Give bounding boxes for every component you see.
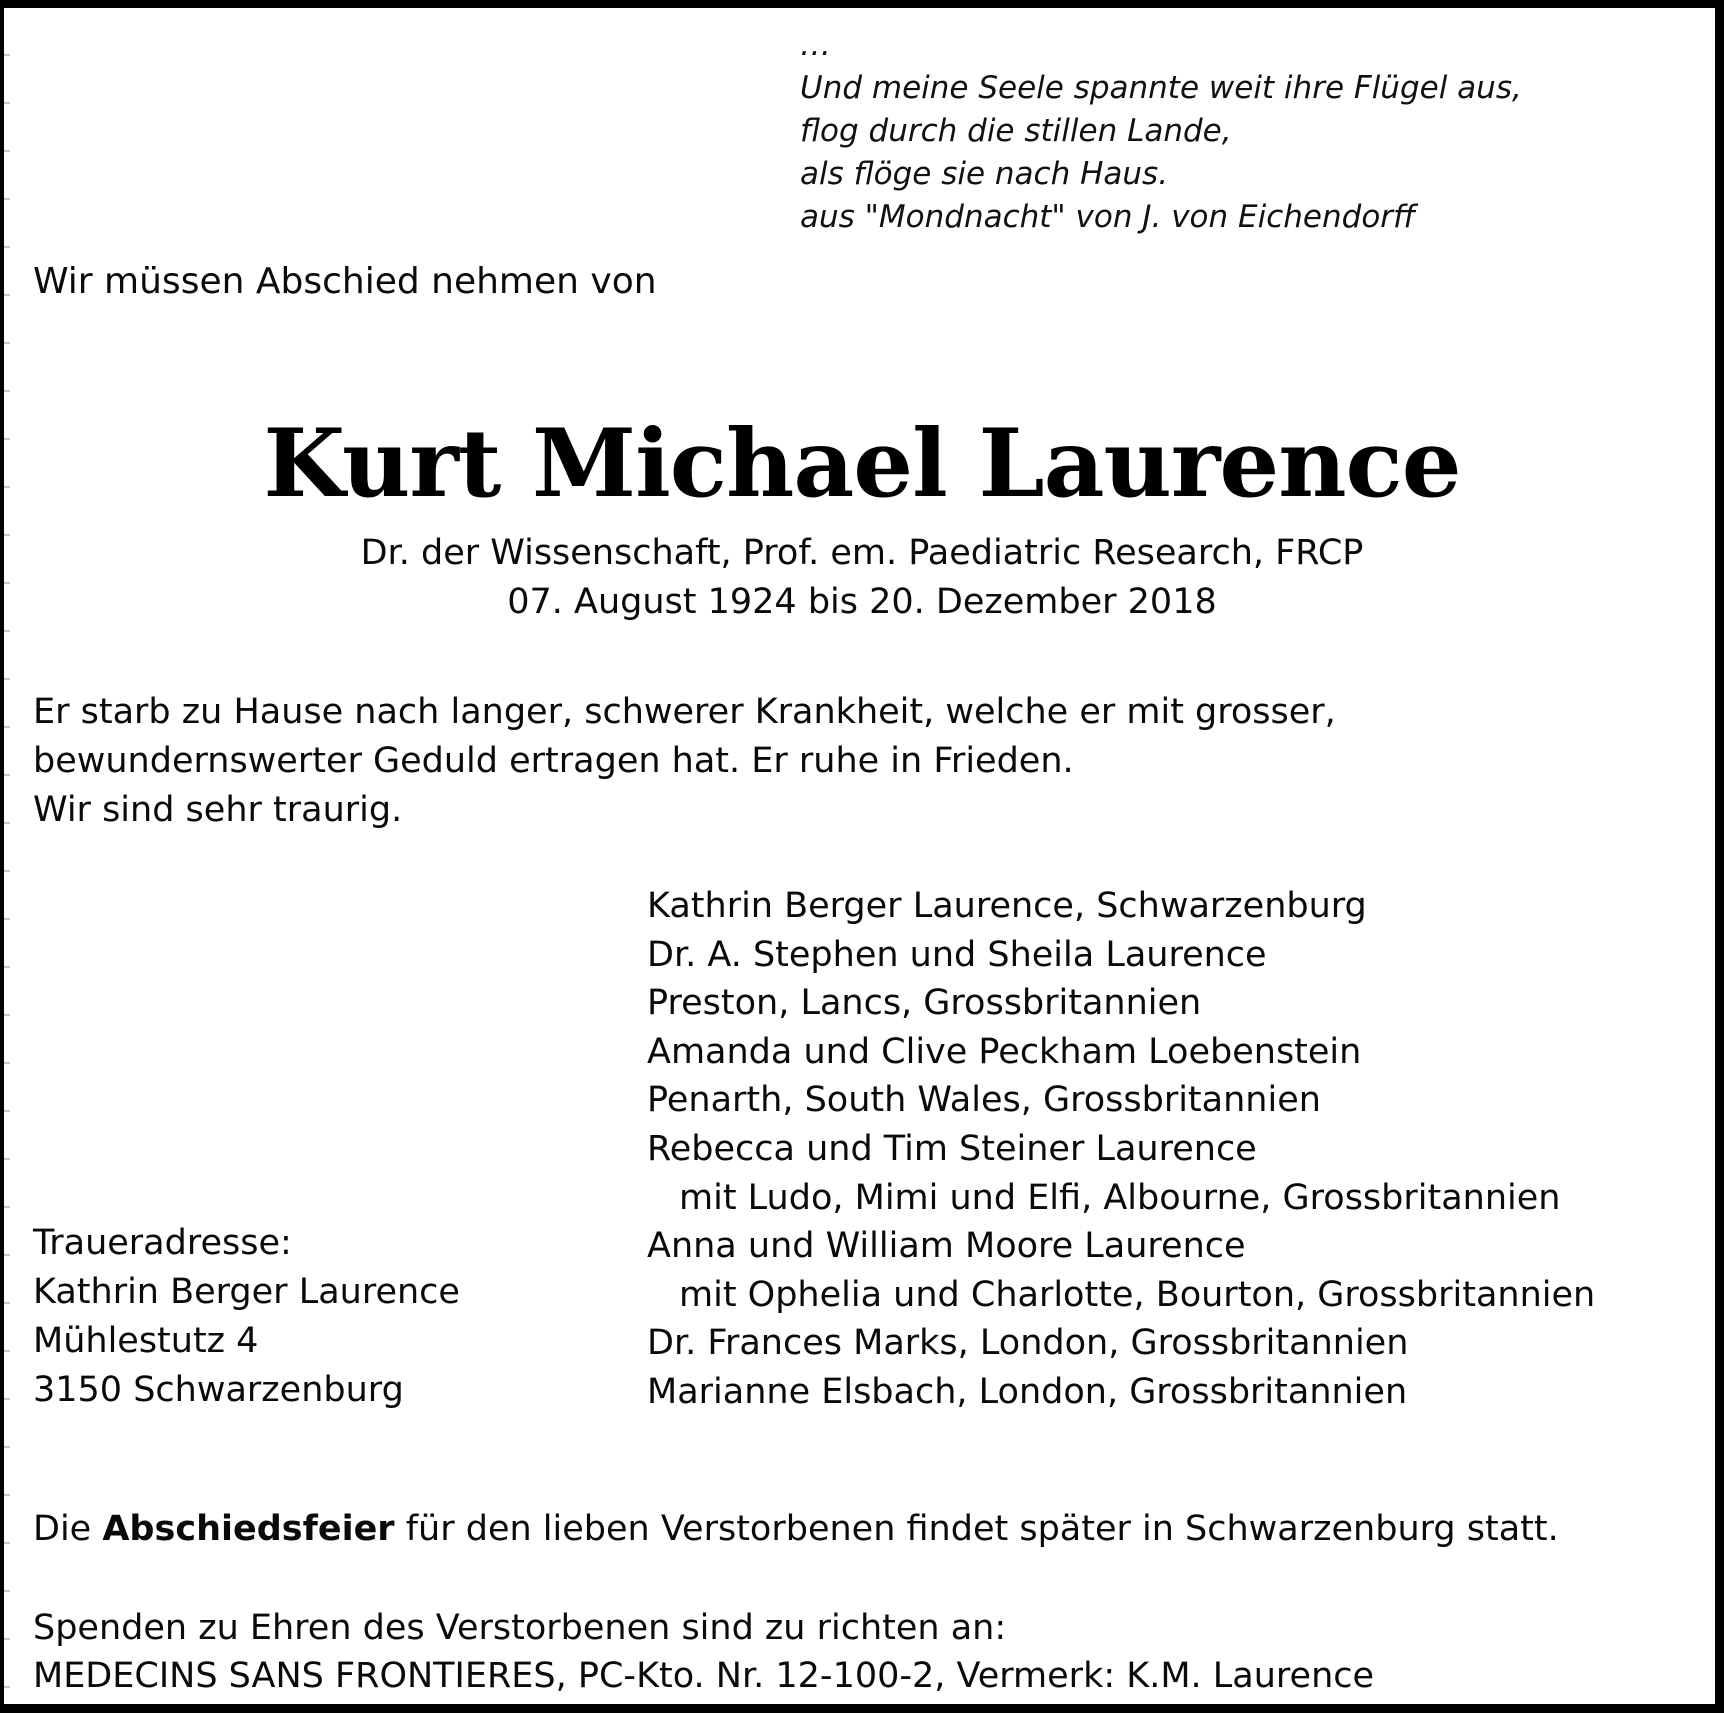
- deceased-title: Dr. der Wissenschaft, Prof. em. Paediatric Research, FRCP: [360, 533, 1364, 573]
- mourner-line: Penarth, South Wales, Grossbritannien: [647, 1080, 1321, 1121]
- mourner-line: mit Ophelia und Charlotte, Bourton, Grossbritannien: [679, 1274, 1596, 1315]
- deceased-details: [0, 529, 1724, 627]
- poem-ellipsis: …: [800, 27, 831, 63]
- address-street: Mühlestutz 4: [33, 1321, 259, 1361]
- message-paragraph: [33, 688, 1336, 835]
- poem-line: als flöge sie nach Haus.: [800, 156, 1169, 192]
- mourner-line: Dr. A. Stephen und Sheila Laurence: [647, 934, 1267, 975]
- ceremony-notice: [33, 1505, 1559, 1554]
- mourning-address: [33, 1219, 460, 1415]
- message-line: Wir sind sehr traurig.: [33, 790, 403, 830]
- mourner-line: Rebecca und Tim Steiner Laurence: [647, 1128, 1257, 1169]
- deceased-name: Kurt Michael Laurence: [263, 409, 1461, 519]
- mourner-line: Amanda und Clive Peckham Loebenstein: [647, 1031, 1362, 1072]
- message-line: bewundernswerter Geduld ertragen hat. Er ruhe in Frieden.: [33, 741, 1074, 781]
- ceremony-suffix: für den lieben Verstorbenen findet später in Schwarzenburg statt.: [394, 1509, 1559, 1549]
- address-name: Kathrin Berger Laurence: [33, 1272, 460, 1312]
- mourner-line: Anna und William Moore Laurence: [647, 1226, 1246, 1267]
- address-city: 3150 Schwarzenburg: [33, 1370, 404, 1410]
- mourner-line: Kathrin Berger Laurence, Schwarzenburg: [647, 886, 1367, 926]
- poem-line: Und meine Seele spannte weit ihre Flügel aus,: [800, 70, 1522, 106]
- mourners-list: [647, 882, 1595, 1417]
- intro-text: Wir müssen Abschied nehmen von: [33, 261, 657, 302]
- mourner-line: Preston, Lancs, Grossbritannien: [647, 983, 1202, 1024]
- donations-notice: [33, 1604, 1374, 1700]
- poem-line: flog durch die stillen Lande,: [800, 113, 1232, 149]
- mourner-line: mit Ludo, Mimi und Elfi, Albourne, Grossbritannien: [679, 1177, 1561, 1218]
- ceremony-emphasis: Abschiedsfeier: [102, 1509, 395, 1549]
- poem-source: aus "Mondnacht" von J. von Eichendorff: [800, 199, 1416, 235]
- ceremony-prefix: Die: [33, 1509, 103, 1549]
- poem-quote: [800, 24, 1522, 239]
- address-label: Traueradresse:: [33, 1223, 292, 1263]
- donations-intro: Spenden zu Ehren des Verstorbenen sind zu richten an:: [33, 1608, 1007, 1648]
- mourner-line: Marianne Elsbach, London, Grossbritannien: [647, 1371, 1408, 1412]
- donations-details: MEDECINS SANS FRONTIERES, PC-Kto. Nr. 12-100-2, Vermerk: K.M. Laurence: [33, 1656, 1375, 1696]
- message-line: Er starb zu Hause nach langer, schwerer Krankheit, welche er mit grosser,: [33, 692, 1336, 732]
- left-edge-ticks: [4, 8, 10, 1704]
- mourner-line: Dr. Frances Marks, London, Grossbritannien: [647, 1323, 1409, 1364]
- deceased-dates: 07. August 1924 bis 20. Dezember 2018: [507, 582, 1217, 622]
